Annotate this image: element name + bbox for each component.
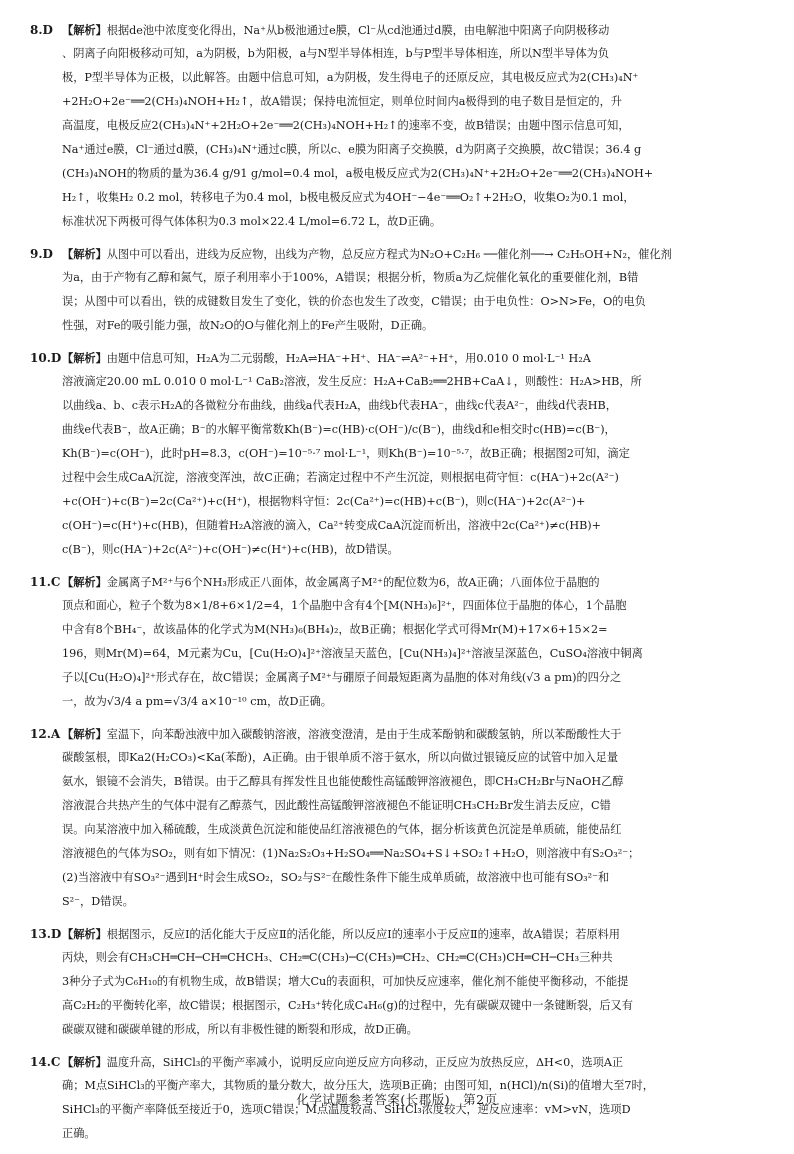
explanation-line	[30, 90, 768, 114]
line-text: c(B⁻)，则c(HA⁻)+2c(A²⁻)+c(OH⁻)≠c(H⁺)+c(HB)，故D错误。	[62, 543, 399, 556]
line-text: 溶液滴定20.00 mL 0.010 0 mol·L⁻¹ CaB₂溶液，发生反应：H₂A+CaB₂══2HB+CaA↓，则酸性：H₂A>HB，所	[62, 375, 642, 388]
question-block	[30, 570, 768, 714]
question-index: 10.	[30, 351, 51, 365]
question-block	[30, 346, 768, 562]
question-number	[30, 570, 62, 594]
explanation-line	[30, 114, 768, 138]
question-index: 9.	[30, 247, 43, 261]
line-text: 确；M点SiHCl₃的平衡产率大，其物质的量分数大，故分压大，选项B正确；由图可知，n(HCl)/n(Si)的值增大至7时，	[62, 1079, 654, 1092]
analysis-tag: 【解析】	[62, 727, 107, 741]
question-index: 13.	[30, 927, 51, 941]
line-text: 误；从图中可以看出，铁的成键数目发生了变化，铁的价态也发生了改变，C错误；由于电负性：O>N>Fe，O的电负	[62, 295, 646, 308]
line-text: Na⁺通过e膜，Cl⁻通过d膜，(CH₃)₄N⁺通过c膜，所以c、e膜为阳离子交换膜，d为阴离子交换膜，故C错误；36.4 g	[62, 143, 642, 156]
line-text: 为a，由于产物有乙醇和氮气，原子利用率小于100%，A错误；根据分析，物质a为乙烷催化氧化的重要催化剂，B错	[62, 271, 639, 284]
line-text: 顶点和面心，粒子个数为8×1/8+6×1/2=4，1个晶胞中含有4个[M(NH₃)₆]²⁺，四面体位于晶胞的体心，1个晶胞	[62, 599, 627, 612]
answer-letter: C	[50, 575, 61, 589]
line-text: 子以[Cu(H₂O)₄]²⁺形式存在，故C错误；金属离子M²⁺与硼原子间最短距离为晶胞的体对角线(√3 a pm)的四分之	[62, 671, 622, 684]
explanation-line	[30, 538, 768, 562]
line-text: SiHCl₃的平衡产率降低至接近于0，选项C错误；M点温度较高、SiHCl₃浓度较大，逆反应速率：vM>vN，选项D	[62, 1103, 631, 1116]
line-text: +c(OH⁻)+c(B⁻)=2c(Ca²⁺)+c(H⁺)，根据物料守恒：2c(Ca²⁺)=c(HB)+c(B⁻)，则c(HA⁻)+2c(A²⁻)+	[62, 495, 586, 508]
explanation-line	[30, 394, 768, 418]
analysis-tag: 【解析】	[62, 927, 107, 941]
explanation-line	[30, 1018, 768, 1042]
line-text: 曲线e代表B⁻，故A正确；B⁻的水解平衡常数Kh(B⁻)=c(HB)·c(OH⁻)/c(B⁻)，曲线d和e相交时c(HB)=c(B⁻)，	[62, 423, 616, 436]
line-text: 溶液混合共热产生的气体中混有乙醇蒸气，因此酸性高锰酸钾溶液褪色不能证明CH₃CH₂Br发生消去反应，C错	[62, 799, 611, 812]
question-number	[30, 242, 62, 266]
line-text: 温度升高，SiHCl₃的平衡产率减小，说明反应向逆反应方向移动，正反应为放热反应，ΔH<0，选项A正	[106, 1056, 624, 1069]
question-index: 12.	[30, 727, 51, 741]
answer-letter: D	[50, 351, 62, 365]
explanation-line	[30, 466, 768, 490]
explanation-line	[30, 570, 768, 594]
explanation-line	[30, 442, 768, 466]
explanation-line	[30, 138, 768, 162]
question-block	[30, 922, 768, 1042]
explanation-line	[30, 642, 768, 666]
line-text: 正确。	[62, 1127, 96, 1140]
explanation-line	[30, 866, 768, 890]
line-text: 、阴离子向阳极移动可知，a为阴极，b为阳极，a与N型半导体相连，b与P型半导体相连，所以N型半导体为负	[62, 47, 610, 60]
line-text: 高C₂H₂的平衡转化率，故C错误；根据图示，C₂H₃⁺转化成C₄H₆(g)的过程中，先有碳碳双键中一条键断裂，后又有	[62, 999, 633, 1012]
analysis-tag: 【解析】	[62, 1055, 107, 1069]
explanation-line	[30, 346, 768, 370]
explanation-line	[30, 690, 768, 714]
question-block	[30, 18, 768, 234]
answer-letter: D	[50, 927, 62, 941]
page-footer: 化学试题参考答案(长郡版) 第2页	[296, 1092, 498, 1107]
explanation-line	[30, 370, 768, 394]
line-text: 碳碳双键和碳碳单键的形成，所以有非极性键的断裂和形成，故D正确。	[62, 1023, 418, 1036]
line-text: +2H₂O+2e⁻══2(CH₃)₄NOH+H₂↑，故A错误；保持电流恒定，则单位时间内a极得到的电子数目是恒定的，升	[62, 95, 622, 108]
explanation-line	[30, 746, 768, 770]
line-text: 溶液褪色的气体为SO₂，则有如下情况：(1)Na₂S₂O₃+H₂SO₄══Na₂SO₄+S↓+SO₂↑+H₂O，则溶液中有S₂O₃²⁻；	[62, 847, 640, 860]
explanation-line	[30, 266, 768, 290]
answer-letter: C	[50, 1055, 61, 1069]
explanation-line	[30, 666, 768, 690]
explanation-line	[30, 594, 768, 618]
explanation-line	[30, 842, 768, 866]
line-text: 标准状况下两极可得气体体积为0.3 mol×22.4 L/mol=6.72 L，故D正确。	[62, 215, 442, 228]
explanation-line	[30, 970, 768, 994]
line-text: 根据图示，反应Ⅰ的活化能大于反应Ⅱ的活化能，所以反应Ⅰ的速率小于反应Ⅱ的速率，故A错误；若原料用	[106, 928, 620, 941]
explanation-line	[30, 794, 768, 818]
answer-letter: A	[50, 727, 61, 741]
question-number	[30, 722, 62, 746]
explanation-line	[30, 162, 768, 186]
explanation-line	[30, 770, 768, 794]
line-text: 一，故为√3/4 a pm=√3/4 a×10⁻¹⁰ cm，故D正确。	[62, 695, 332, 708]
line-text: 室温下，向苯酚浊液中加入碳酸钠溶液，溶液变澄清，是由于生成苯酚钠和碳酸氢钠，所以苯酚酸性大于	[106, 728, 622, 741]
line-text: 氨水，银镜不会消失，B错误。由于乙醇具有挥发性且也能使酸性高锰酸钾溶液褪色，即CH₃CH₂Br与NaOH乙醇	[62, 775, 624, 788]
answer-letter: D	[42, 247, 53, 261]
line-text: 极，P型半导体为正极，以此解答。由题中信息可知，a为阴极，发生得电子的还原反应，其电极反应式为2(CH₃)₄N⁺	[62, 71, 639, 84]
answer-page	[30, 18, 768, 1154]
line-text: 性强，对Fe的吸引能力强，故N₂O的O与催化剂上的Fe产生吸附，D正确。	[62, 319, 434, 332]
explanation-line	[30, 242, 768, 266]
line-text: 丙炔，则会有CH₃CH═CH─CH═CHCH₃、CH₂═C(CH₃)─C(CH₃)═CH₂、CH₂═C(CH₃)CH═CH─CH₃三种共	[62, 951, 613, 964]
line-text: (2)当溶液中有SO₃²⁻遇到H⁺时会生成SO₂，SO₂与S²⁻在酸性条件下能生成单质硫，故溶液中也可能有SO₃²⁻和	[62, 871, 610, 884]
line-text: (CH₃)₄NOH的物质的量为36.4 g/91 g/mol=0.4 mol，a极电极反应式为2(CH₃)₄N⁺+2H₂O+2e⁻══2(CH₃)₄NOH+	[62, 167, 654, 180]
explanation-line	[30, 514, 768, 538]
line-text: 金属离子M²⁺与6个NH₃形成正八面体，故金属离子M²⁺的配位数为6，故A正确；八面体位于晶胞的	[106, 576, 600, 589]
explanation-line	[30, 66, 768, 90]
question-number	[30, 18, 62, 42]
explanation-line	[30, 42, 768, 66]
explanation-line	[30, 922, 768, 946]
line-text: 根据de池中浓度变化得出，Na⁺从b极池通过e膜，Cl⁻从cd池通过d膜，由电解池中阳离子向阴极移动	[106, 24, 610, 37]
explanation-line	[30, 18, 768, 42]
line-text: 从图中可以看出，进线为反应物，出线为产物，总反应方程式为N₂O+C₂H₆ ──催化剂──→ C₂H₅OH+N₂，催化剂	[106, 248, 672, 261]
question-number	[30, 922, 62, 946]
question-number	[30, 346, 62, 370]
analysis-tag: 【解析】	[62, 23, 107, 37]
explanation-line	[30, 946, 768, 970]
question-index: 8.	[30, 23, 43, 37]
explanation-line	[30, 1122, 768, 1146]
line-text: H₂↑，收集H₂ 0.2 mol，转移电子为0.4 mol，b极电极反应式为4OH⁻−4e⁻══O₂↑+2H₂O，收集O₂为0.1 mol，	[62, 191, 635, 204]
line-text: 碳酸氢根，即Ka2(H₂CO₃)<Ka(苯酚)，A正确。由于银单质不溶于氨水，所以向做过银镜反应的试管中加入足量	[62, 751, 619, 764]
explanation-line	[30, 1050, 768, 1074]
explanation-line	[30, 818, 768, 842]
explanation-line	[30, 490, 768, 514]
explanation-line	[30, 186, 768, 210]
question-number	[30, 1050, 62, 1074]
line-text: 由题中信息可知，H₂A为二元弱酸，H₂A⇌HA⁻+H⁺、HA⁻⇌A²⁻+H⁺，用0.010 0 mol·L⁻¹ H₂A	[106, 352, 591, 365]
analysis-tag: 【解析】	[62, 575, 107, 589]
explanation-line	[30, 994, 768, 1018]
question-index: 11.	[30, 575, 51, 589]
line-text: 误。向某溶液中加入稀硫酸，生成淡黄色沉淀和能使品红溶液褪色的气体，据分析该黄色沉淀是单质硫，能使品红	[62, 823, 622, 836]
explanation-line	[30, 210, 768, 234]
line-text: 过程中会生成CaA沉淀，溶液变浑浊，故C正确；若滴定过程中不产生沉淀，则根据电荷守恒：c(HA⁻)+2c(A²⁻)	[62, 471, 619, 484]
analysis-tag: 【解析】	[62, 247, 107, 261]
line-text: 196，则Mr(M)=64，M元素为Cu，[Cu(H₂O)₄]²⁺溶液呈天蓝色，[Cu(NH₃)₄]²⁺溶液呈深蓝色，CuSO₄溶液中铜离	[62, 647, 643, 660]
question-block	[30, 242, 768, 338]
answer-letter: D	[42, 23, 53, 37]
explanation-line	[30, 618, 768, 642]
line-text: S²⁻，D错误。	[62, 895, 134, 908]
explanation-line	[30, 890, 768, 914]
line-text: Kh(B⁻)=c(OH⁻)，此时pH=8.3，c(OH⁻)=10⁻⁵·⁷ mol·L⁻¹，则Kh(B⁻)=10⁻⁵·⁷，故B正确；根据图2可知，滴定	[62, 447, 630, 460]
line-text: 3种分子式为C₆H₁₀的有机物生成，故B错误；增大Cu的表面积，可加快反应速率，催化剂不能使平衡移动，不能提	[62, 975, 629, 988]
explanation-line	[30, 314, 768, 338]
analysis-tag: 【解析】	[62, 351, 107, 365]
line-text: 高温度，电极反应2(CH₃)₄N⁺+2H₂O+2e⁻══2(CH₃)₄NOH+H₂↑的速率不变，故B错误；由题中图示信息可知，	[62, 119, 630, 132]
explanation-line	[30, 418, 768, 442]
line-text: c(OH⁻)=c(H⁺)+c(HB)，但随着H₂A溶液的滴入，Ca²⁺转变成CaA沉淀而析出，溶液中2c(Ca²⁺)≠c(HB)+	[62, 519, 602, 532]
question-index: 14.	[30, 1055, 51, 1069]
explanation-line	[30, 722, 768, 746]
question-block	[30, 722, 768, 914]
line-text: 中含有8个BH₄⁻，故该晶体的化学式为M(NH₃)₆(BH₄)₂，故B正确；根据化学式可得Mr(M)+17×6+15×2=	[62, 623, 608, 636]
line-text: 以曲线a、b、c表示H₂A的各微粒分布曲线，曲线a代表H₂A，曲线b代表HA⁻，曲线c代表A²⁻，曲线d代表HB，	[62, 399, 617, 412]
explanation-line	[30, 290, 768, 314]
